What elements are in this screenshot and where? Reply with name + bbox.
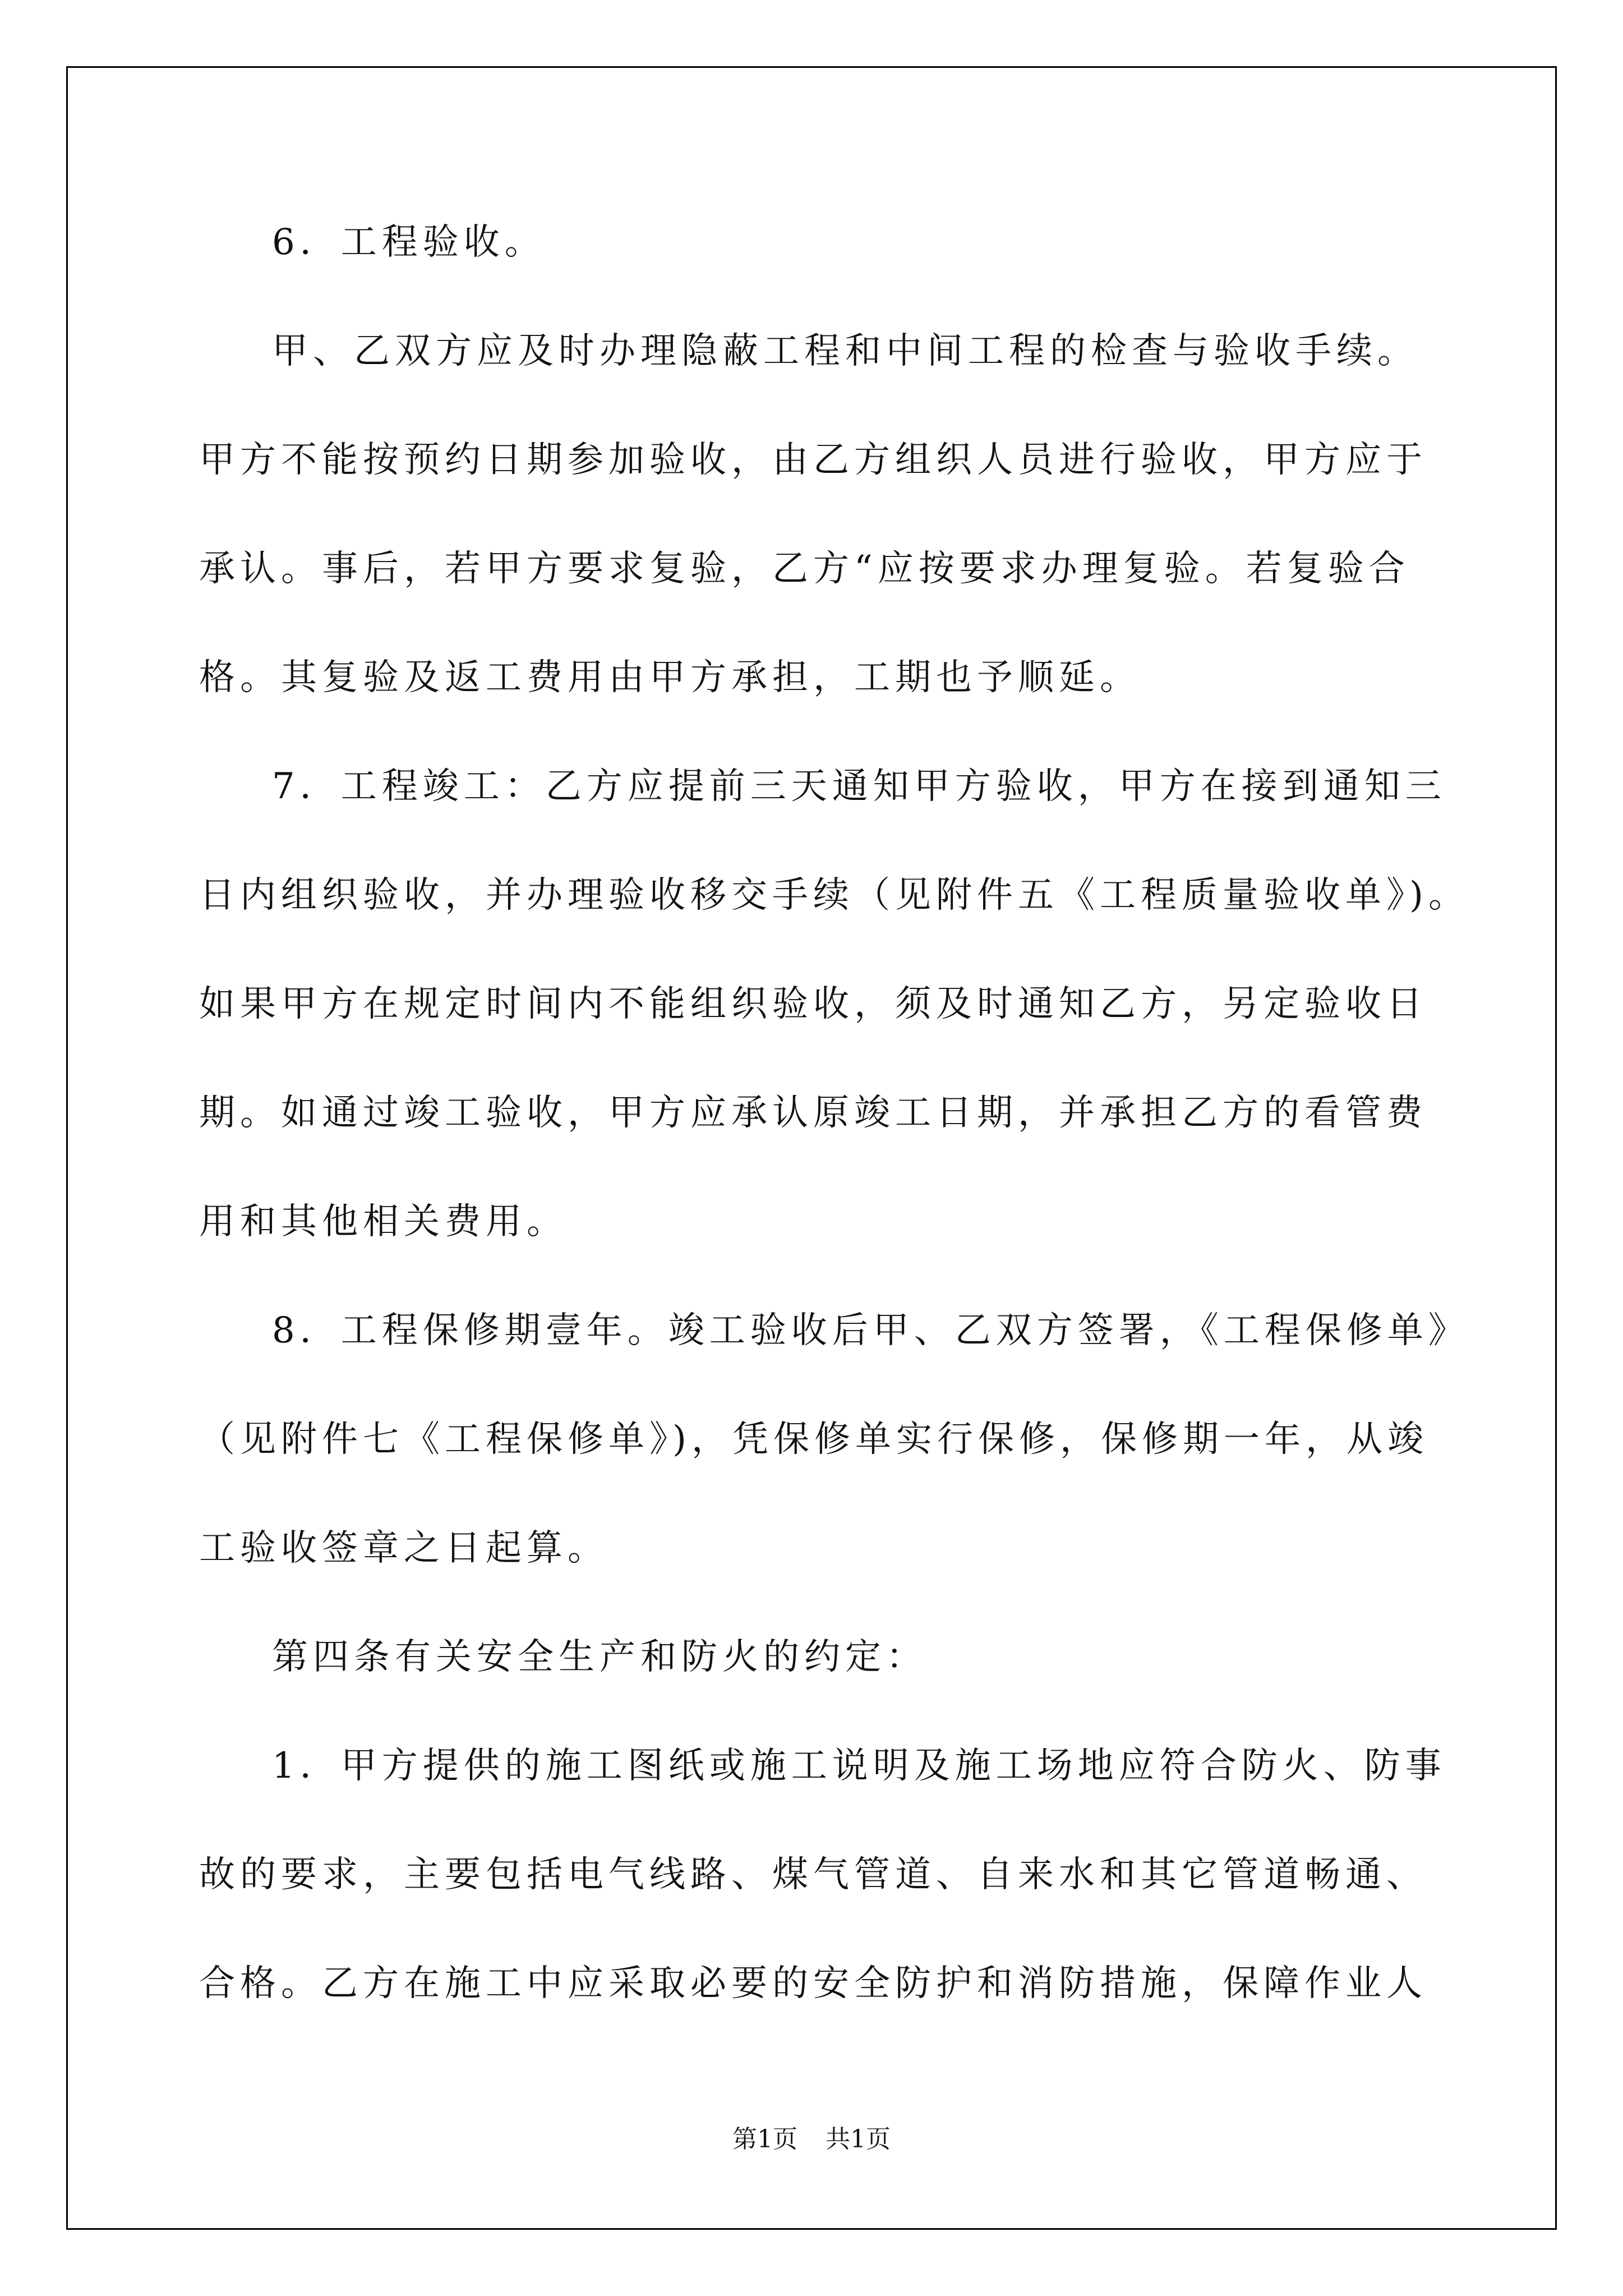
text-line: （见附件七《工程保修单》)，凭保修单实行保修，保修期一年，从竣 bbox=[199, 1419, 1428, 1460]
text-line: 7．工程竣工：乙方应提前三天通知甲方验收，甲方在接到通知三 bbox=[272, 766, 1446, 807]
text-line: 承认。事后，若甲方要求复验，乙方“应按要求办理复验。若复验合 bbox=[199, 548, 1410, 590]
text-line: 格。其复验及返工费用由甲方承担，工期也予顺延。 bbox=[199, 657, 1141, 698]
text-line: 故的要求，主要包括电气线路、煤气管道、自来水和其它管道畅通、 bbox=[199, 1854, 1427, 1895]
text-line: 合格。乙方在施工中应采取必要的安全防护和消防措施，保障作业人 bbox=[199, 1963, 1427, 2004]
page-number: 第1页 bbox=[732, 2125, 797, 2154]
text-line: 工验收签章之日起算。 bbox=[199, 1527, 608, 1569]
page-total: 共1页 bbox=[826, 2125, 891, 2154]
text-line: 6．工程验收。 bbox=[272, 222, 546, 263]
page-footer bbox=[0, 2119, 1623, 2155]
document-body bbox=[199, 213, 1472, 2063]
text-line: 甲、乙双方应及时办理隐蔽工程和中间工程的检查与验收手续。 bbox=[272, 330, 1418, 372]
text-line: 如果甲方在规定时间内不能组织验收，须及时通知乙方，另定验收日 bbox=[199, 983, 1427, 1025]
text-line: 8．工程保修期壹年。竣工验收后甲、乙双方签署，《工程保修单》 bbox=[272, 1310, 1469, 1351]
text-line: 日内组织验收，并办理验收移交手续（见附件五《工程质量验收单》)。 bbox=[199, 875, 1469, 916]
text-line: 1．甲方提供的施工图纸或施工说明及施工场地应符合防火、防事 bbox=[272, 1745, 1446, 1787]
text-line: 期。如通过竣工验收，甲方应承认原竣工日期，并承担乙方的看管费 bbox=[199, 1092, 1427, 1134]
text-line: 甲方不能按预约日期参加验收，由乙方组织人员进行验收，甲方应于 bbox=[199, 439, 1427, 481]
text-line: 第四条有关安全生产和防火的约定： bbox=[272, 1636, 927, 1678]
text-line: 用和其他相关费用。 bbox=[199, 1201, 568, 1243]
